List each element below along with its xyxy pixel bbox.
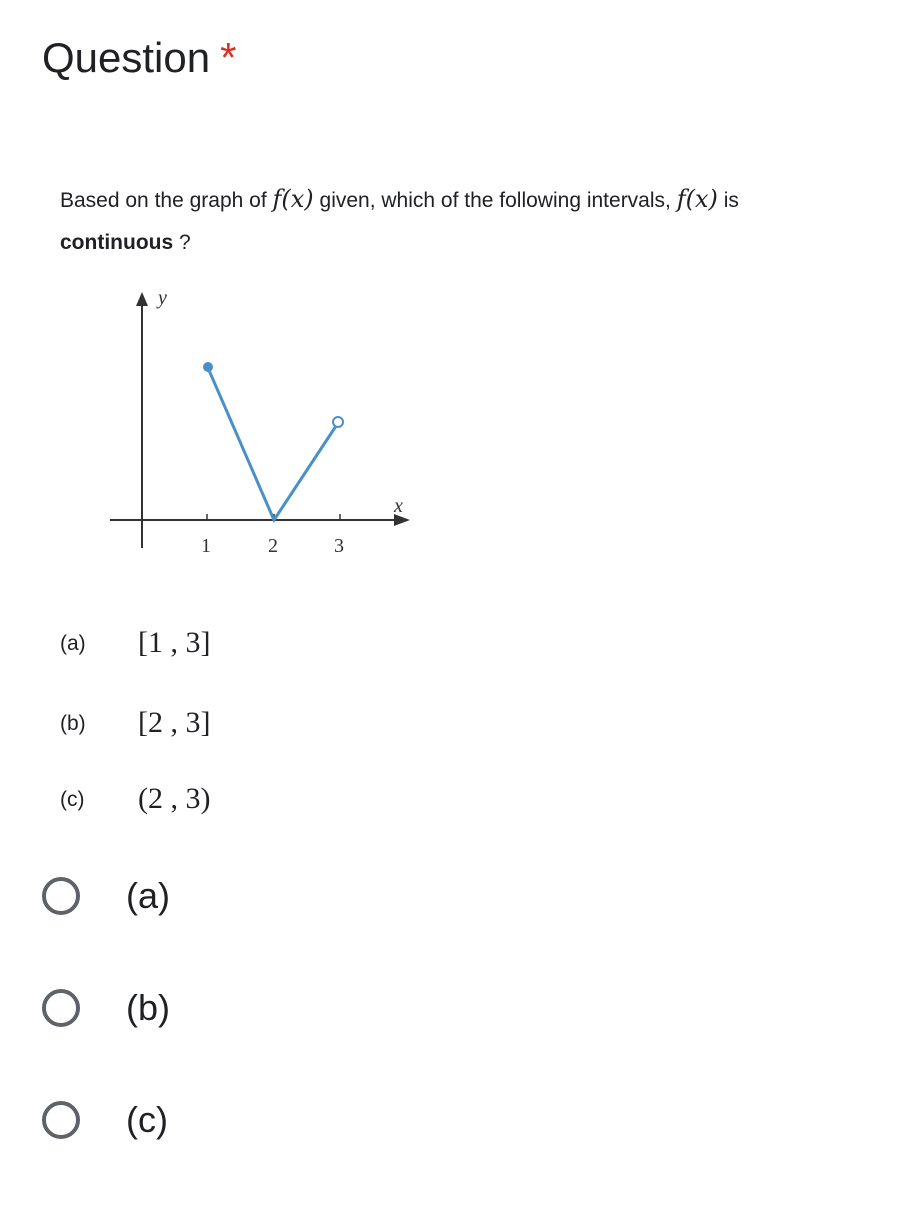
option-b-interval: [2 , 3] <box>138 706 211 739</box>
radio-c[interactable] <box>42 1101 80 1139</box>
function-graph <box>100 280 420 560</box>
choice-c[interactable] <box>42 1090 442 1150</box>
question-is: is <box>723 189 739 212</box>
question-bold-word: continuous <box>60 231 174 254</box>
tick-label-3: 3 <box>334 535 344 557</box>
open-endpoint <box>333 417 343 427</box>
y-axis-arrow <box>136 292 148 306</box>
choice-c-label[interactable]: (c) <box>126 1099 168 1140</box>
closed-endpoint <box>203 362 213 372</box>
question-suffix: ? <box>179 231 191 254</box>
tick-label-2: 2 <box>268 535 278 557</box>
option-c-label: (c) <box>60 788 85 811</box>
option-b-label: (b) <box>60 712 86 735</box>
question-prefix: Based on the graph of <box>60 189 267 212</box>
choice-b[interactable] <box>42 978 442 1038</box>
question-middle: given, which of the following intervals, <box>319 189 671 212</box>
option-a-label: (a) <box>60 632 86 655</box>
choice-a[interactable] <box>42 866 442 926</box>
fx-expression-1: f(x) <box>272 185 314 213</box>
question-title-text: Question <box>42 34 211 81</box>
question-text <box>60 178 880 264</box>
question-title <box>42 34 236 82</box>
option-c-interval: (2 , 3) <box>138 782 211 815</box>
tick-label-1: 1 <box>201 535 211 557</box>
choice-b-label[interactable]: (b) <box>126 987 170 1028</box>
required-asterisk: * <box>220 34 237 81</box>
option-a-interval: [1 , 3] <box>138 626 211 659</box>
radio-b[interactable] <box>42 989 80 1027</box>
y-axis-label: y <box>158 287 167 309</box>
fx-expression-2: f(x) <box>676 185 718 213</box>
x-axis-label: x <box>394 495 403 517</box>
choice-a-label[interactable]: (a) <box>126 875 170 916</box>
function-curve <box>208 368 336 520</box>
radio-a[interactable] <box>42 877 80 915</box>
